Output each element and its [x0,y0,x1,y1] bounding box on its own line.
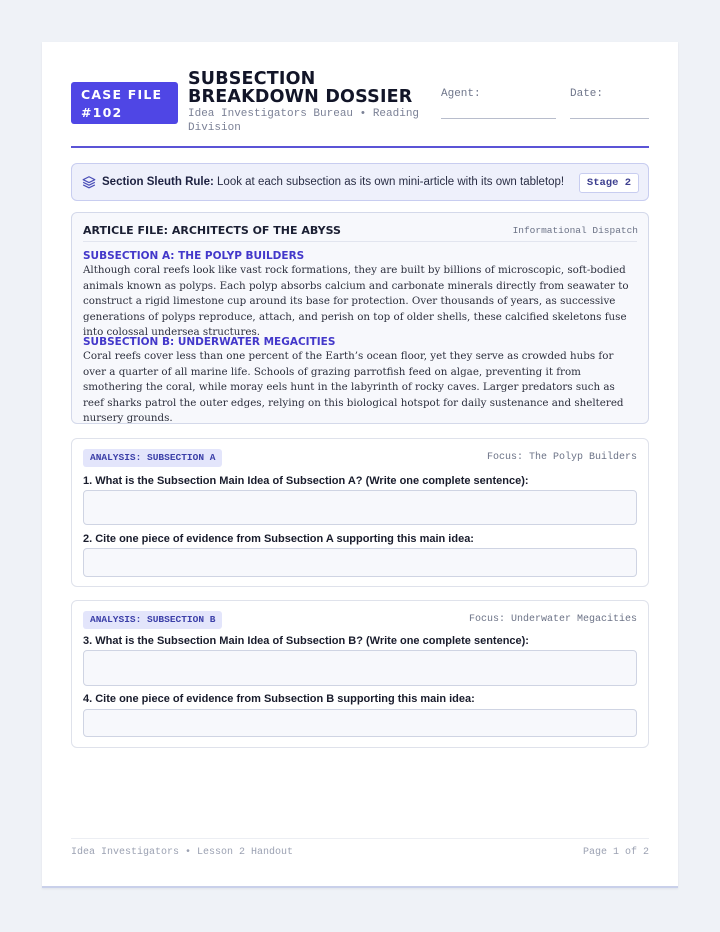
answer-2-field[interactable] [83,548,637,577]
subsection-a-body: Although coral reefs look like vast rock formations, they are built by billions of microscopic, soft-bodied animals known as polyps. Each polyp absorbs calcium and carbonate minerals directly from seawater to construct a rigid limestone cup around its base for protection. Over thousands of years, as successive generations of polyps reproduce, attach, and perish on top of older shells, these calcified skeletons fuse into colossal undersea structures. [83,264,629,339]
question-4: 4. Cite one piece of evidence from Subsection B supporting this main idea: [83,693,475,705]
case-file-badge: CASE FILE #102 [71,82,178,124]
page-subtitle: Idea Investigators Bureau • Reading Division [188,108,420,134]
subsection-b-heading: SUBSECTION B: UNDERWATER MEGACITIES [83,336,336,348]
sleuth-rule-label: Section Sleuth Rule: [102,176,214,188]
analysis-focus: Focus: The Polyp Builders [486,452,637,463]
analysis-badge: ANALYSIS: SUBSECTION B [83,611,222,629]
layers-icon [82,175,96,189]
footer-left: Idea Investigators • Lesson 2 Handout [71,847,294,858]
article-divider [83,241,637,242]
sleuth-rule-body: Look at each subsection as its own mini-article with its own tabletop! [217,176,565,188]
date-field[interactable] [570,118,649,119]
footer-divider [71,838,649,839]
analysis-subsection-b [71,600,649,748]
question-3: 3. What is the Subsection Main Idea of Subsection B? (Write one complete sentence): [83,635,529,647]
agent-field[interactable] [441,118,556,119]
analysis-badge: ANALYSIS: SUBSECTION A [83,449,222,467]
header-divider [71,146,649,148]
subsection-b-body: Coral reefs cover less than one percent of the Earth’s ocean floor, yet they serve as crowded hubs for over a quarter of all marine life. Schools of grazing parrotfish feed on algae, preventing it from smothering the coral, while moray eels hunt in the labyrinth of rocky caves. Larger predators such as reef sharks patrol the outer edges, relying on this biological hotspot for daily sustenance and sheltered nursery grounds. [83,350,624,425]
sleuth-rule-callout [71,163,649,201]
article-file [71,212,649,424]
page-title: SUBSECTION BREAKDOWN DOSSIER [188,69,413,107]
footer-page-number: Page 1 of 2 [582,847,649,858]
article-title: ARTICLE FILE: ARCHITECTS OF THE ABYSS [83,224,341,237]
date-label: Date: [570,88,604,100]
agent-label: Agent: [441,88,481,100]
question-2: 2. Cite one piece of evidence from Subsection A supporting this main idea: [83,533,474,545]
sleuth-rule-text [102,176,564,188]
worksheet-page [42,42,678,888]
analysis-subsection-a [71,438,649,587]
question-1: 1. What is the Subsection Main Idea of Subsection A? (Write one complete sentence): [83,475,529,487]
analysis-focus: Focus: Underwater Megacities [468,614,637,625]
stage-badge: Stage 2 [579,173,639,193]
subsection-a-heading: SUBSECTION A: THE POLYP BUILDERS [83,250,305,262]
answer-1-field[interactable] [83,490,637,525]
article-type: Informational Dispatch [512,225,638,236]
answer-3-field[interactable] [83,650,637,686]
answer-4-field[interactable] [83,709,637,737]
